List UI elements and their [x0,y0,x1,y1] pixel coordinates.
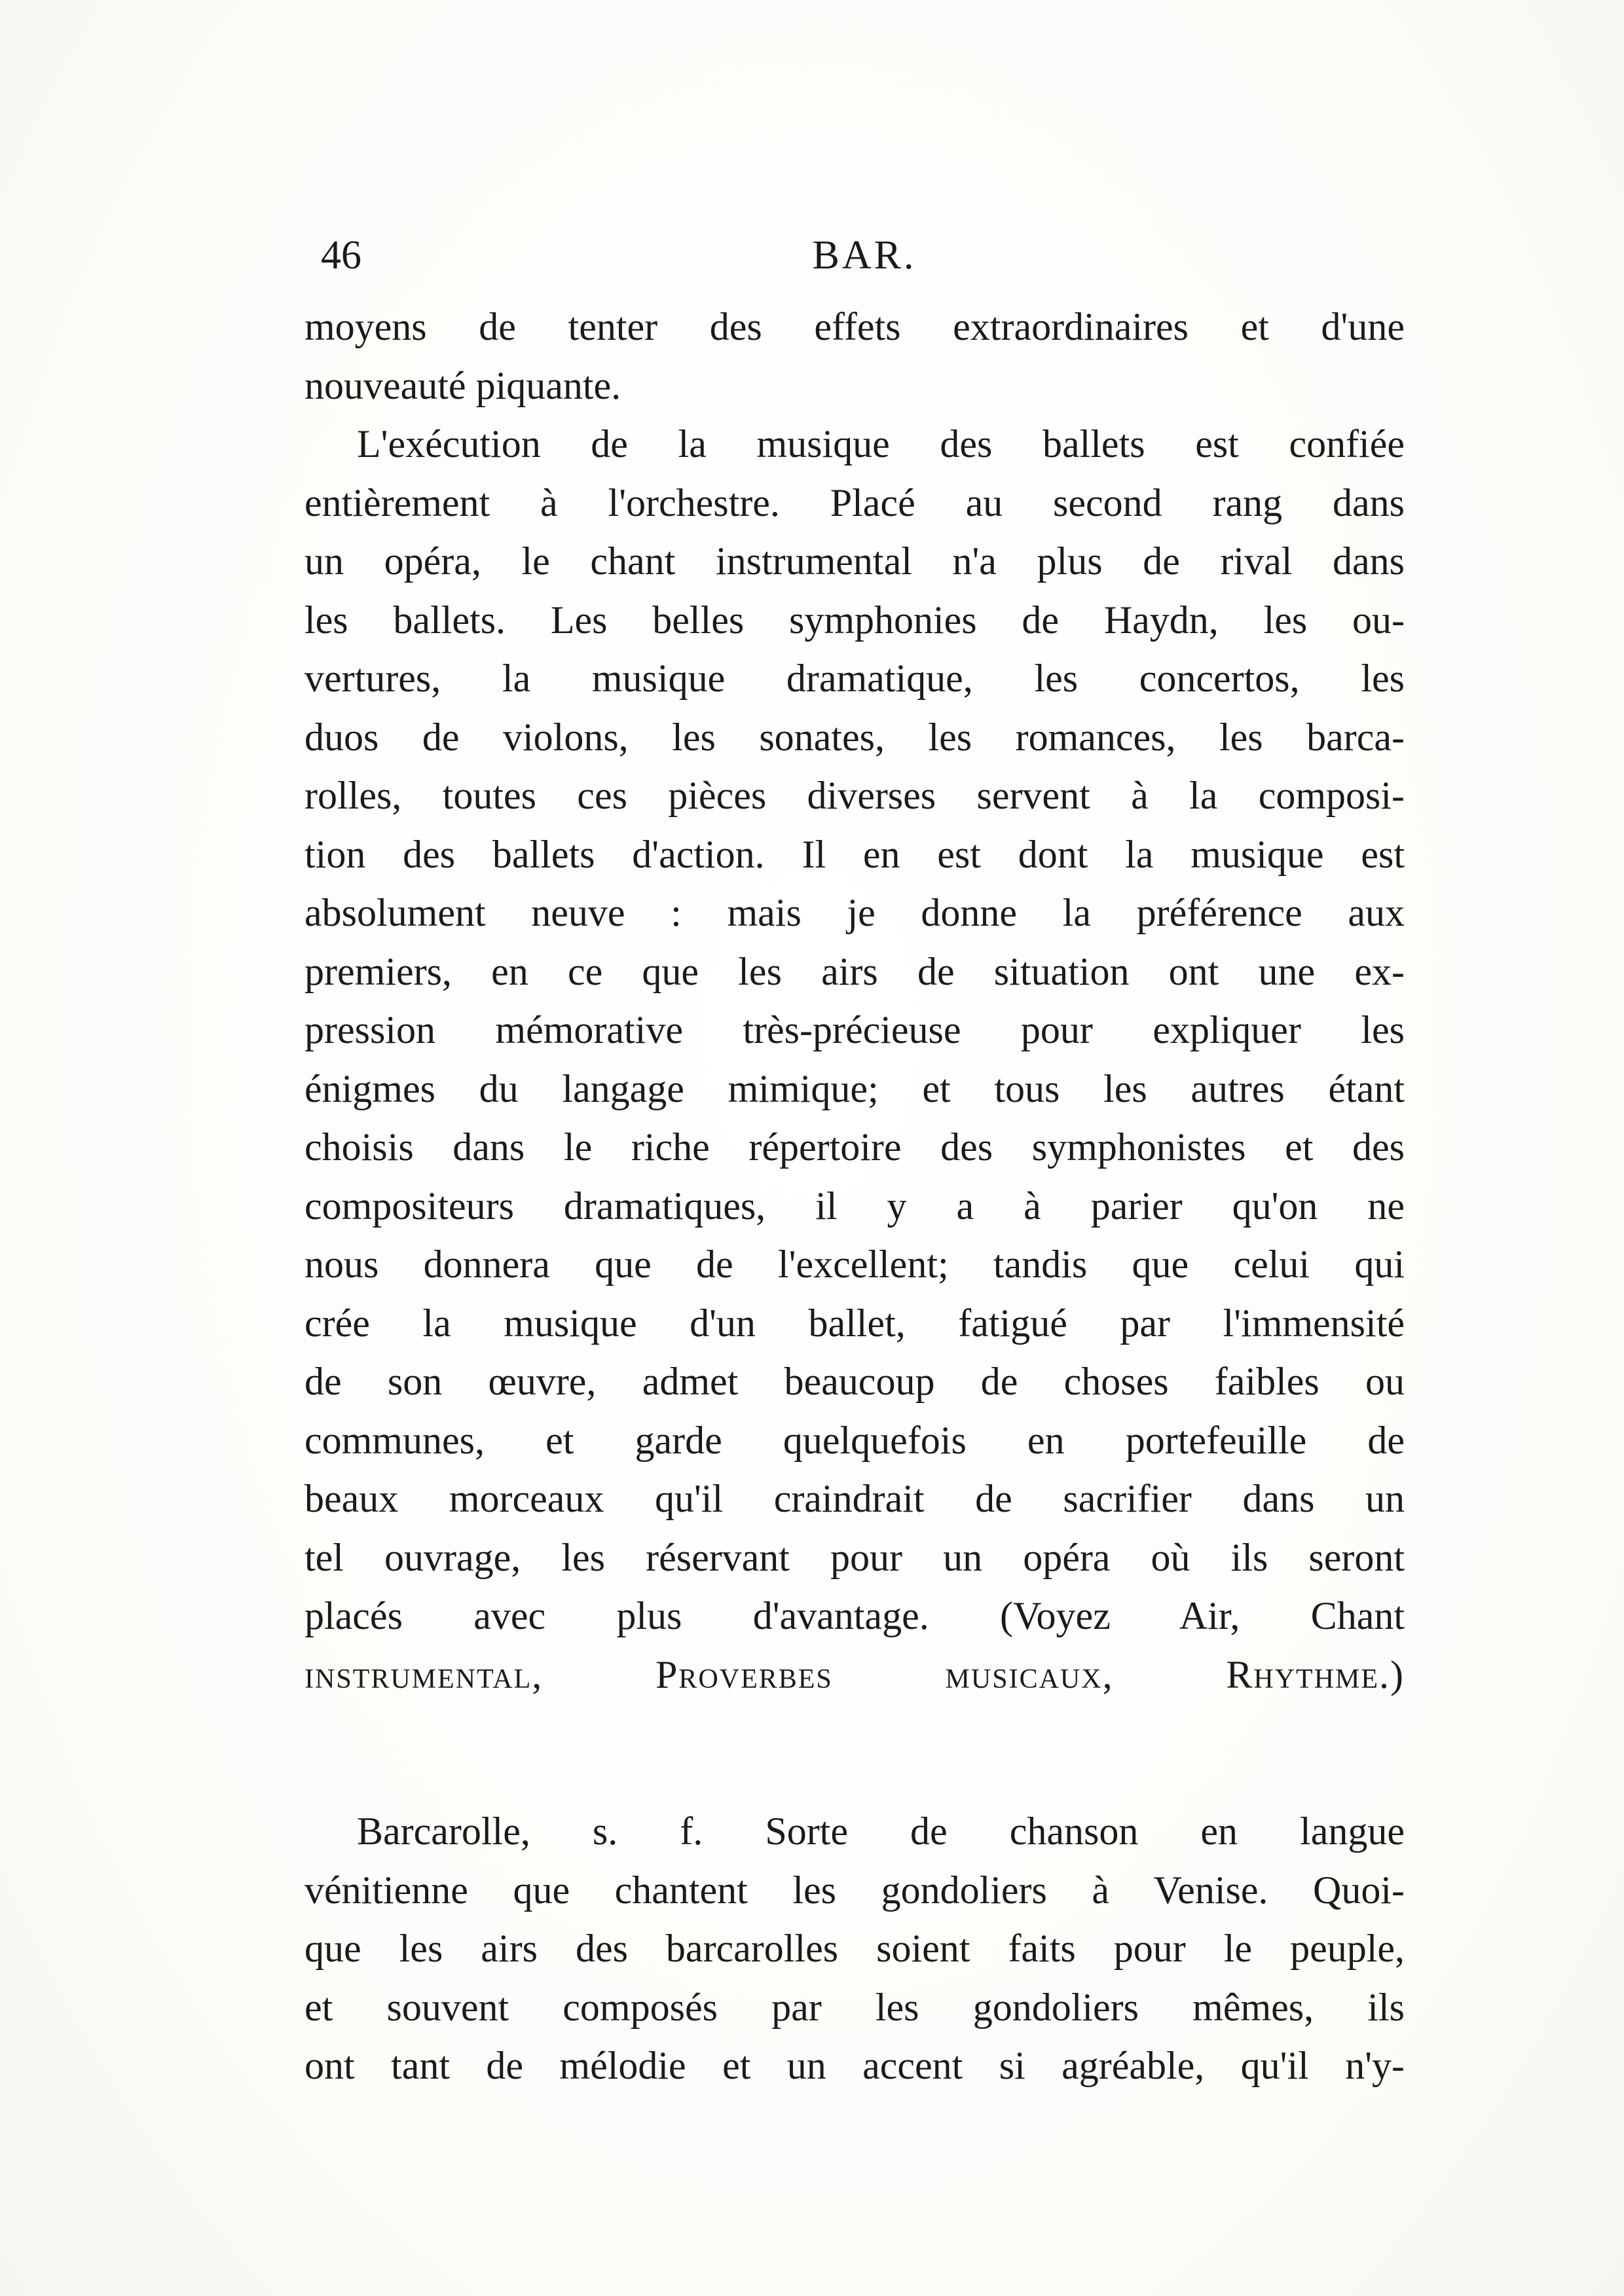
text-line: nous donnera que de l'excellent; tandis que celui qui [304,1243,1405,1286]
text-line: moyens de tenter des effets extraordinaires et d'une [304,305,1405,348]
text-line: duos de violons, les sonates, les romances, les barca- [304,715,1405,759]
text-line: absolument neuve : mais je donne la préférence aux [304,891,1405,934]
text-line: les ballets. Les belles symphonies de Haydn, les ou- [304,598,1405,642]
text-line: tion des ballets d'action. Il en est dont la musique est [304,832,1405,876]
text-line: pression mémorative très-précieuse pour expliquer les [304,1008,1405,1051]
entry-headword-line: Barcarolle, s. f. Sorte de chanson en langue [357,1810,1405,1853]
text-line: vénitienne que chantent les gondoliers à Venise. Quoi- [304,1868,1405,1912]
entry-barcarolle [304,1802,1405,2096]
running-head [321,226,1408,285]
running-title: BAR. [812,233,917,278]
text-line: ont tant de mélodie et un accent si agréable, qu'il n'y- [304,2044,1405,2087]
text-line: de son œuvre, admet beaucoup de choses faibles ou [304,1360,1405,1403]
text-line: un opéra, le chant instrumental n'a plus de rival dans [304,539,1405,583]
text-line: placés avec plus d'avantage. (Voyez Air, Chant [304,1594,1405,1637]
text-line: et souvent composés par les gondoliers mêmes, ils [304,1985,1405,2029]
text-line: premiers, en ce que les airs de situation ont une ex- [304,949,1405,993]
text-line: choisis dans le riche répertoire des symphonistes et des [304,1125,1405,1169]
text-line: tel ouvrage, les réservant pour un opéra où ils seront [304,1535,1405,1579]
page-number: 46 [321,233,361,278]
paragraph-continuation [304,298,1405,415]
paragraph-ballets [304,415,1405,1704]
cross-reference-line: instrumental, Proverbes musicaux, Rhythme.) [304,1652,1405,1696]
text-line: énigmes du langage mimique; et tous les autres étant [304,1066,1405,1110]
text-line: nouveauté piquante. [304,363,621,407]
text-line: entièrement à l'orchestre. Placé au second rang dans [304,481,1405,524]
text-line: vertures, la musique dramatique, les concertos, les [304,657,1405,700]
text-line: rolles, toutes ces pièces diverses servent à la composi- [304,774,1405,817]
text-line: crée la musique d'un ballet, fatigué par l'immensité [304,1301,1405,1345]
body-text [304,298,1405,2096]
text-line: beaux morceaux qu'il craindrait de sacrifier dans un [304,1477,1405,1520]
text-line: compositeurs dramatiques, il y a à parier qu'on ne [304,1184,1405,1228]
text-line: L'exécution de la musique des ballets est confiée [357,422,1405,465]
text-line: que les airs des barcarolles soient faits pour le peuple, [304,1927,1405,1970]
text-line: communes, et garde quelquefois en portefeuille de [304,1418,1405,1462]
